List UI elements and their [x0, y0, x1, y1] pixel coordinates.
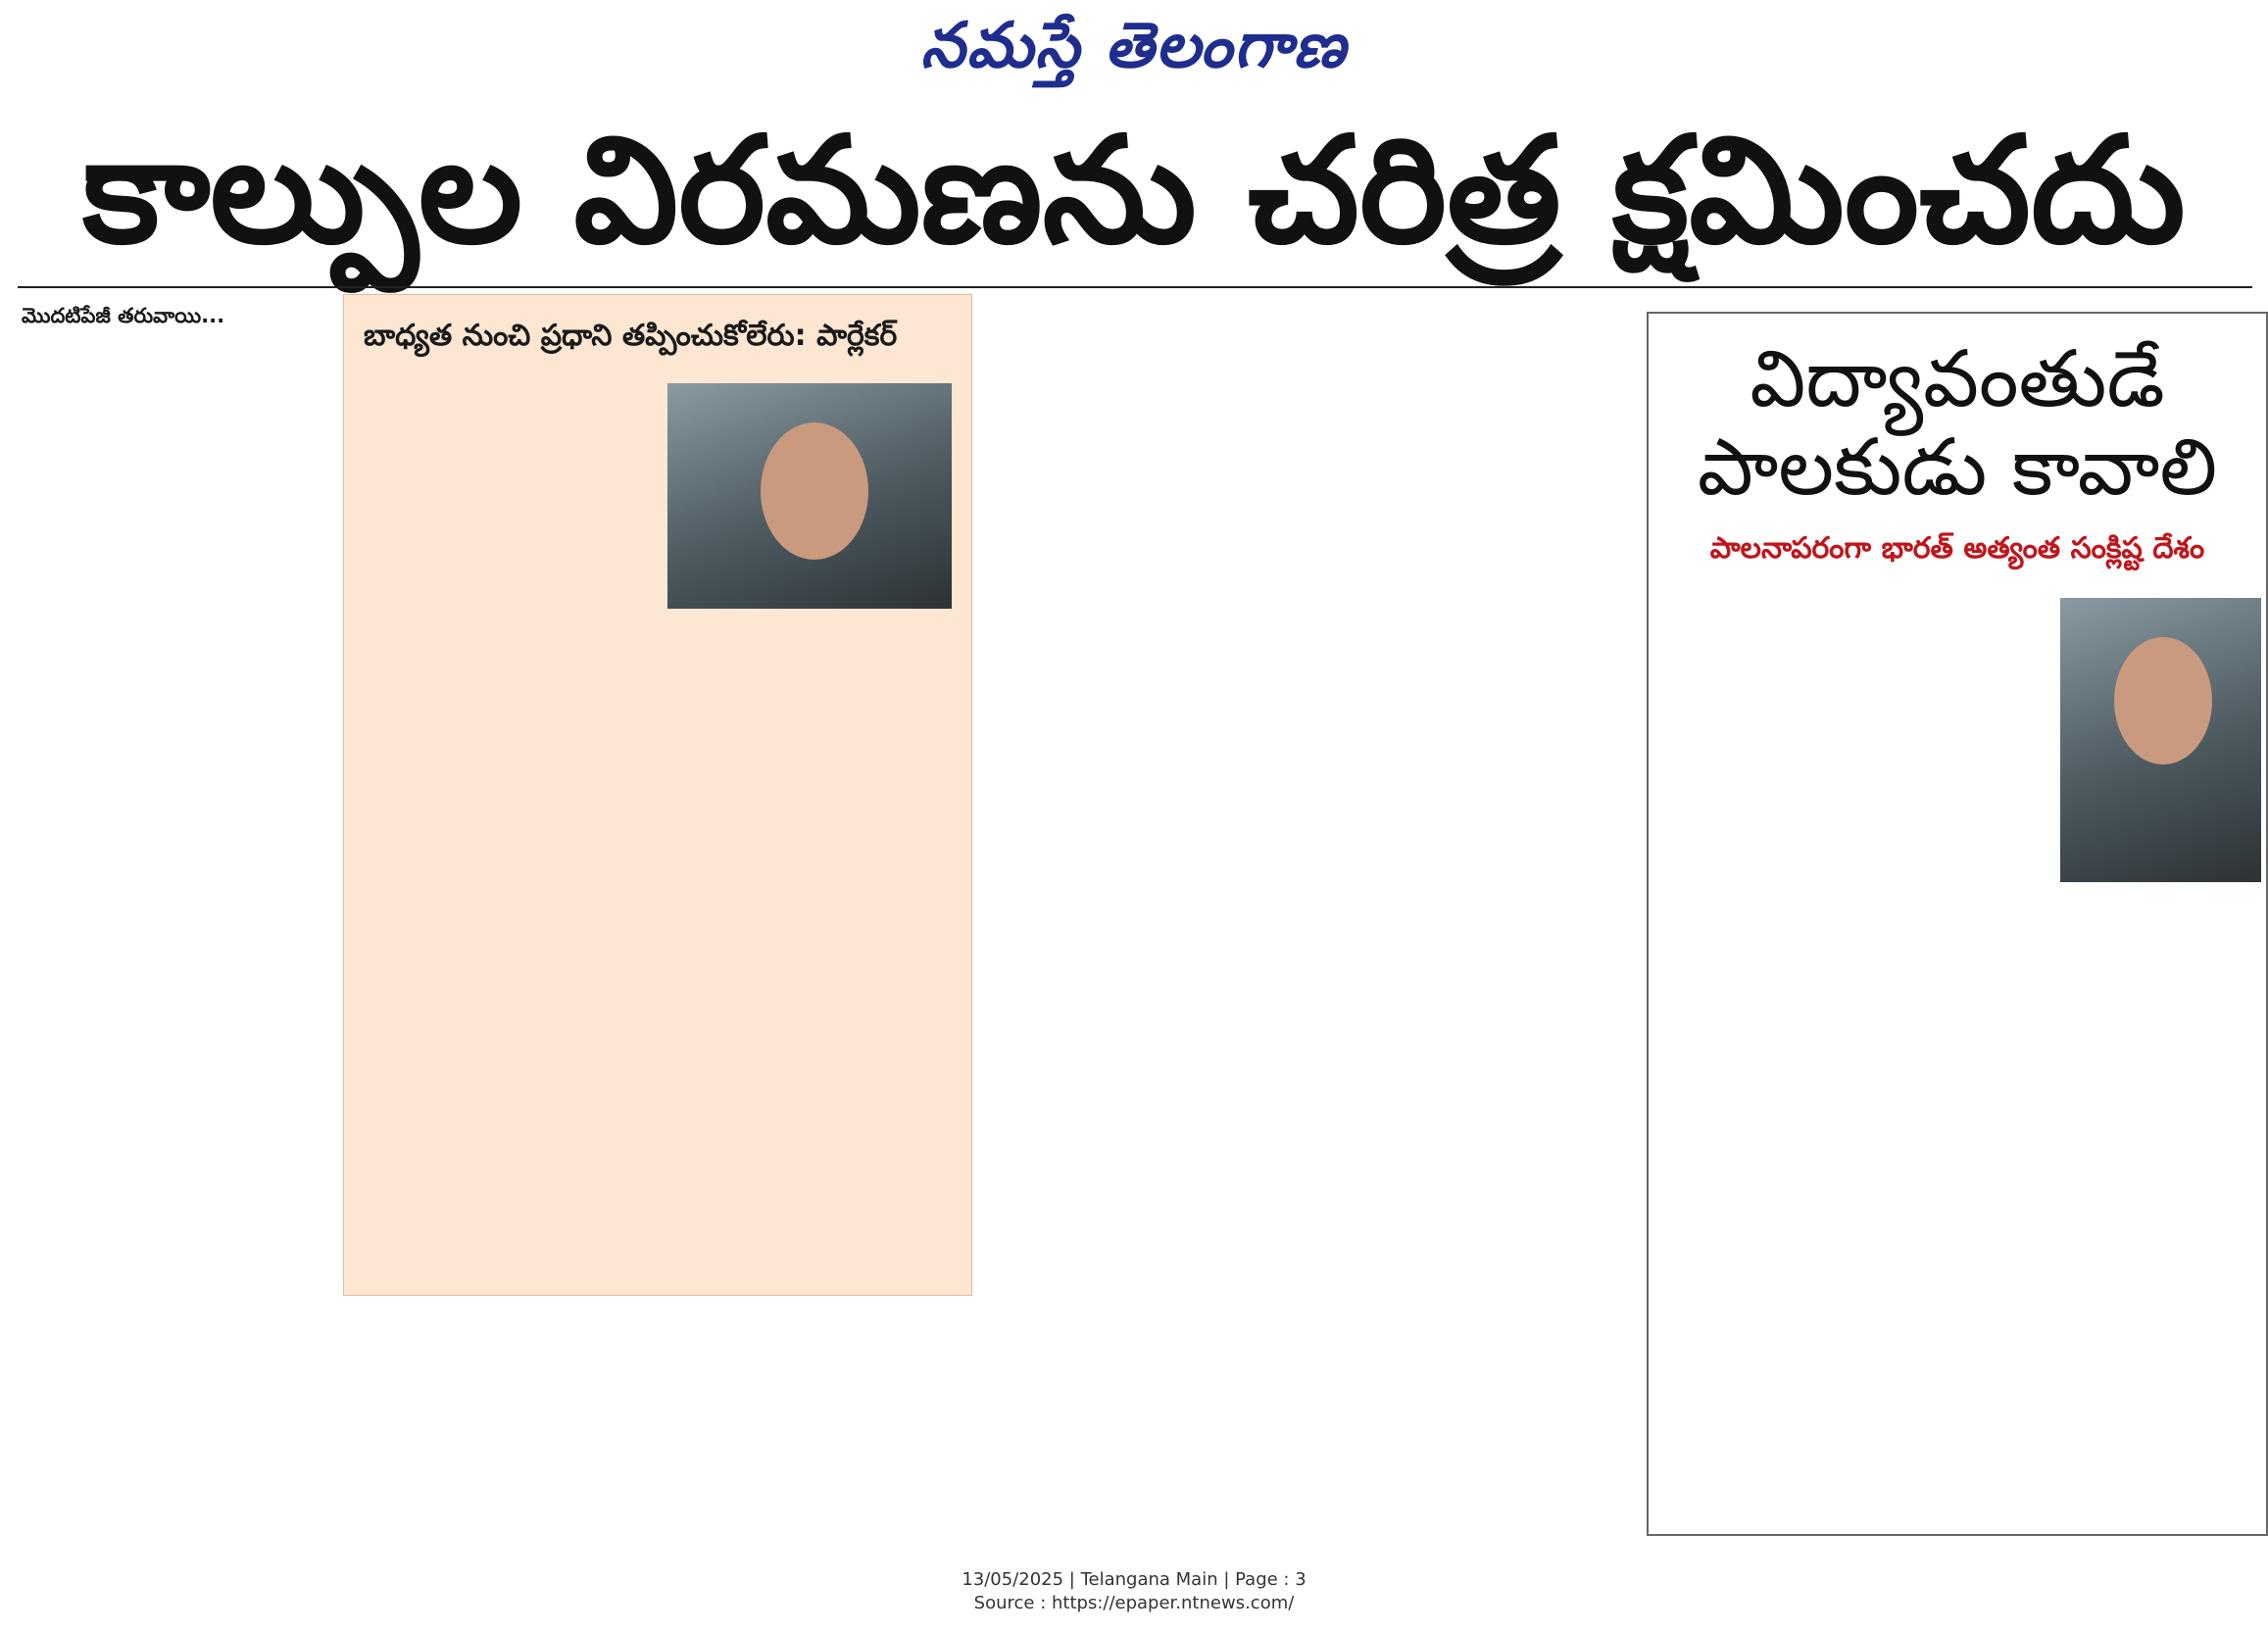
continuation-kicker: మొదటిపేజీ తరువాయి...: [22, 304, 225, 327]
sidebar-title-1: విద్యావంతుడే: [1750, 333, 2165, 424]
headline-rule: [18, 286, 2252, 288]
main-headline: కాల్పుల విరమణను చరిత్ర క్షమించదు: [82, 106, 2186, 276]
sidebar-title-2: పాలకుడు కావాలి: [1697, 421, 2218, 513]
footer-line1: 13/05/2025 | Telangana Main | Page : 3: [961, 1569, 1307, 1590]
column-4: [1313, 294, 1632, 1558]
sidebar-subtitle: పాలనాపరంగా భారత్ అత్యంత సంక్లిష్ట దేశం: [1709, 531, 2205, 566]
face-shape: [2114, 637, 2212, 765]
column-1: [22, 294, 333, 1558]
face-shape: [761, 422, 868, 560]
inset-title: బాధ్యత నుంచి ప్రధాని తప్పించుకోలేరు: పార్లేకర్: [364, 319, 898, 353]
sidebar-box: [1647, 312, 2268, 1536]
swamy-photo: [2060, 598, 2261, 882]
footer-line2: Source : https://epaper.ntnews.com/: [973, 1593, 1295, 1613]
footer: [0, 1568, 2268, 1615]
masthead-logo: నమస్తే తెలంగాణ: [920, 10, 1348, 82]
parlekar-photo: [667, 383, 952, 609]
column-3: [985, 294, 1299, 1558]
inset-box: [343, 294, 972, 1296]
